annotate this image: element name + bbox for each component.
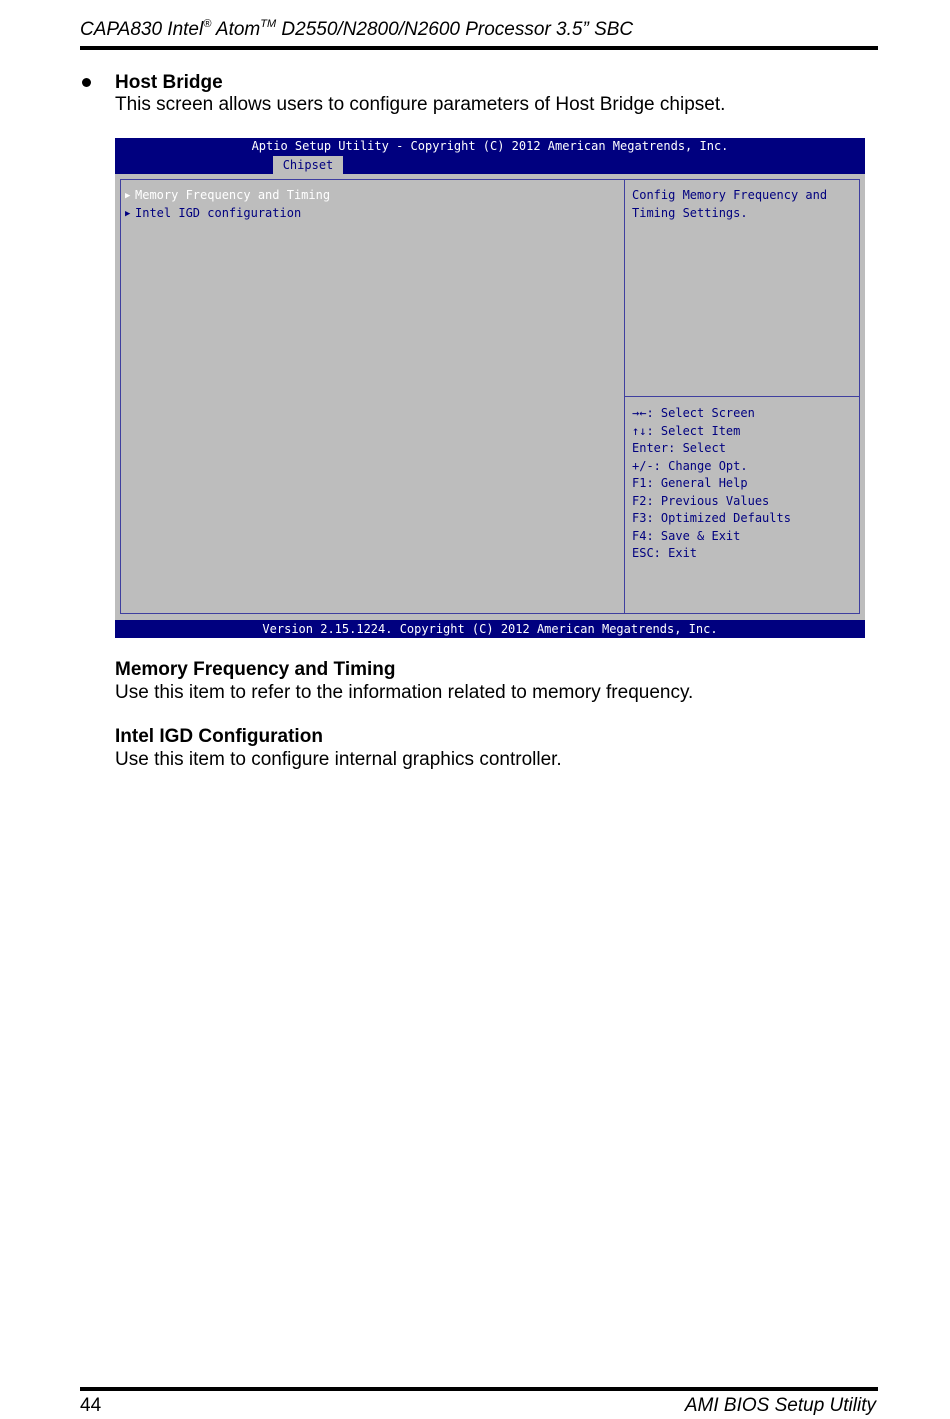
bios-title-bar: [115, 138, 865, 174]
bios-copyright: Aptio Setup Utility - Copyright (C) 2012 American Megatrends, Inc.: [251, 139, 729, 153]
help-divider: [625, 396, 859, 397]
key-select-screen: →←: Select Screen: [632, 406, 755, 420]
menu-item-intel-igd[interactable]: [125, 205, 330, 223]
menu-item-label: Memory Frequency and Timing: [135, 188, 331, 202]
key-legend: [632, 405, 791, 563]
page-footer: [80, 1387, 878, 1419]
key-f1: F1: General Help: [632, 476, 748, 490]
chapter-title: AMI BIOS Setup Utility: [684, 1395, 876, 1416]
tab-chipset[interactable]: Chipset: [273, 156, 343, 174]
submenu-arrow-icon: ▶: [125, 208, 131, 219]
title-part: CAPA830 Intel: [80, 19, 204, 40]
title-part: D2550/N2800/N2600 Processor 3.5” SBC: [276, 19, 634, 40]
bullet-icon: [82, 78, 91, 87]
submenu-arrow-icon: ▶: [125, 191, 131, 201]
item-description: Use this item to refer to the information related to memory frequency.: [115, 682, 694, 703]
item-description: Use this item to configure internal graphics controller.: [115, 749, 562, 770]
menu-item-label: Intel IGD configuration: [135, 205, 302, 220]
registered-mark: ®: [203, 18, 212, 30]
key-esc: ESC: Exit: [632, 546, 698, 560]
page-number: 44: [80, 1395, 102, 1416]
bios-version-bar: Version 2.15.1224. Copyright (C) 2012 American Megatrends, Inc.: [115, 620, 865, 638]
item-title: Memory Frequency and Timing: [115, 659, 396, 680]
key-select-item: ↑↓: Select Item: [632, 423, 741, 438]
key-enter: Enter: Select: [632, 441, 726, 455]
item-title: Intel IGD Configuration: [115, 726, 323, 747]
page-header: [80, 18, 878, 50]
key-change-opt: +/-: Change Opt.: [632, 458, 748, 473]
trademark-mark: TM: [260, 18, 277, 30]
item-memory-frequency: [115, 658, 875, 704]
menu-item-memory-frequency[interactable]: [125, 187, 330, 205]
title-part: Atom: [211, 19, 261, 40]
key-f3: F3: Optimized Defaults: [632, 511, 791, 525]
key-f2: F2: Previous Values: [632, 493, 770, 508]
help-text: Config Memory Frequency and Timing Settings.: [632, 188, 828, 220]
document-title: [80, 18, 878, 42]
key-f4: F4: Save & Exit: [632, 528, 741, 543]
section-title: Host Bridge: [115, 72, 223, 93]
bios-menu: [125, 187, 330, 222]
section-description: This screen allows users to configure parameters of Host Bridge chipset.: [115, 94, 726, 115]
bios-screenshot: [115, 138, 865, 638]
item-intel-igd: [115, 725, 875, 771]
